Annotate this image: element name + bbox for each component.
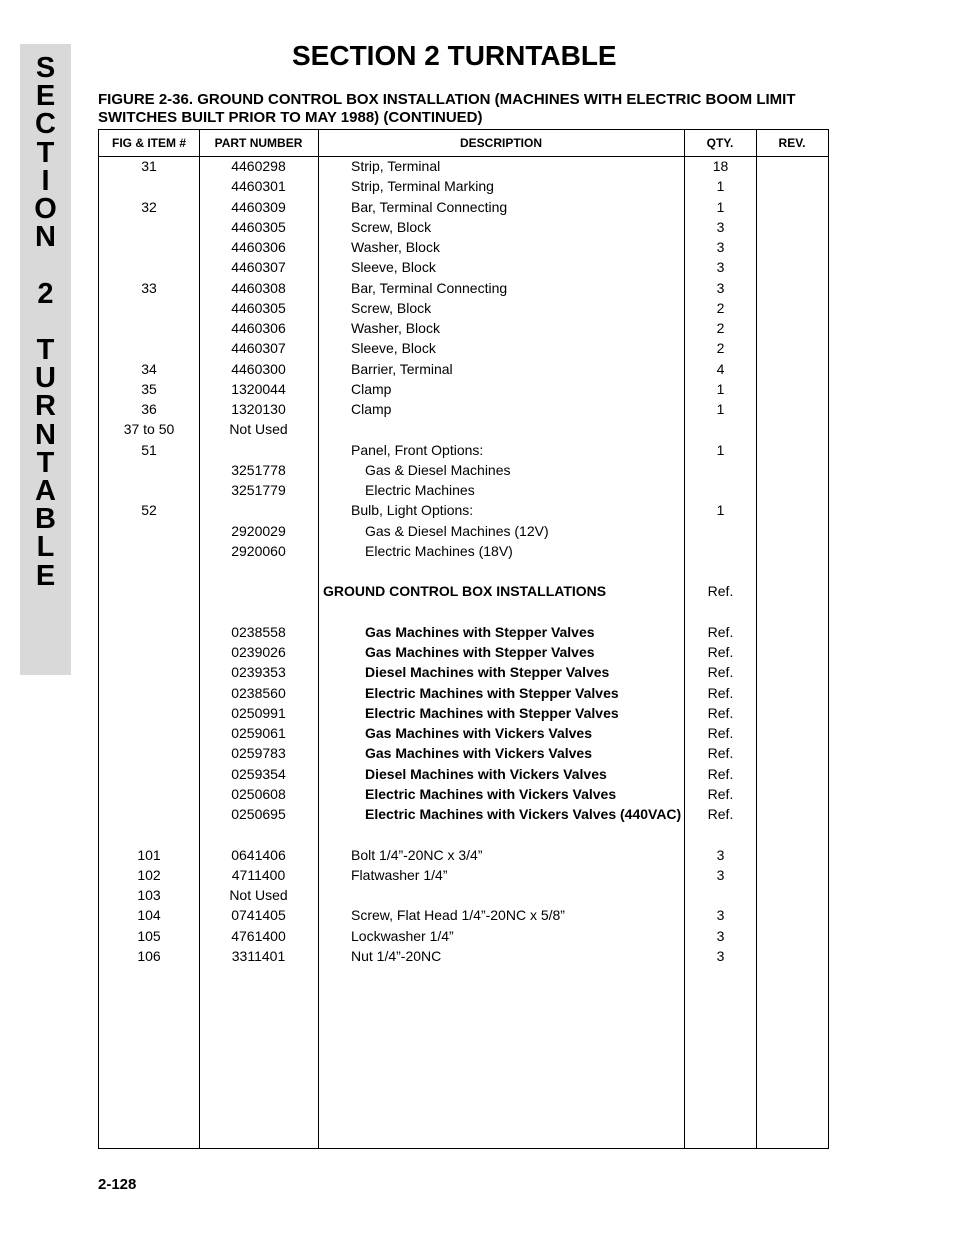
cell-qty: Ref. (707, 725, 734, 741)
cell-description: Bulb, Light Options: (351, 502, 474, 519)
table-row (99, 521, 830, 541)
table-row (99, 602, 830, 622)
cell-qty: 1 (716, 380, 725, 397)
cell-part-number: 3311401 (231, 947, 286, 964)
cell-description: Electric Machines with Stepper Valves (365, 704, 619, 721)
cell-part-number: 4711400 (231, 866, 286, 883)
cell-qty: 1 (716, 178, 725, 195)
cell-description: Gas Machines with Vickers Valves (365, 725, 592, 741)
side-tab-letter: E (35, 559, 56, 592)
side-tab-letter: N (35, 221, 56, 254)
table-row (99, 197, 830, 217)
cell-part-number: 4460305 (231, 218, 286, 235)
table-row (99, 460, 830, 480)
cell-part-number: 3251779 (231, 482, 286, 498)
side-tab-letter: C (35, 108, 56, 141)
page-title: SECTION 2 TURNTABLE (292, 40, 617, 71)
table-row (99, 480, 830, 500)
cell-part-number: 4460307 (231, 259, 286, 276)
cell-description: Screw, Block (351, 299, 432, 316)
cell-description: Flatwasher 1/4” (351, 866, 448, 883)
cell-description: Bar, Terminal Connecting (351, 198, 508, 215)
table-row (99, 379, 830, 399)
cell-part-number: 0259061 (231, 725, 286, 741)
cell-qty: 3 (716, 846, 725, 863)
cell-description: Electric Machines (18V) (365, 542, 513, 559)
cell-part-number: 3251778 (231, 461, 286, 478)
cell-description: Electric Machines with Vickers Valves (365, 785, 617, 802)
cell-description: Gas & Diesel Machines (12V) (365, 522, 549, 539)
cell-part-number: 0250695 (231, 806, 286, 822)
cell-qty: 3 (716, 866, 725, 883)
cell-qty: 2 (716, 320, 725, 336)
cell-part-number: 4460301 (231, 178, 286, 195)
cell-description: Strip, Terminal Marking (351, 178, 494, 195)
cell-qty: 3 (716, 259, 725, 276)
cell-qty: Ref. (707, 644, 734, 660)
cell-qty: 1 (716, 502, 725, 519)
table-row (99, 926, 830, 946)
side-tab-letter: O (34, 193, 57, 225)
cell-part-number: 4460309 (231, 198, 286, 215)
cell-part-number: 1320044 (231, 380, 286, 397)
cell-part-number: 2920060 (231, 542, 286, 559)
table-row (99, 318, 830, 338)
cell-part-number: Not Used (229, 887, 288, 903)
side-tab-letter: U (35, 362, 56, 395)
cell-fig-item: 106 (137, 947, 161, 964)
table-row (99, 298, 830, 318)
cell-qty: 18 (712, 158, 729, 174)
cell-qty: 4 (716, 360, 725, 377)
table-row (99, 338, 830, 358)
cell-description: Lockwasher 1/4” (351, 927, 454, 944)
column-header-fig-item: FIG & ITEM # (111, 136, 186, 150)
cell-description: Diesel Machines with Vickers Valves (365, 765, 607, 782)
cell-qty: 3 (716, 927, 725, 944)
cell-description: Screw, Block (351, 218, 432, 235)
cell-description: Bolt 1/4”-20NC x 3/4” (351, 846, 483, 863)
cell-fig-item: 103 (137, 887, 161, 903)
cell-description: Diesel Machines with Stepper Valves (365, 664, 610, 681)
cell-part-number: 0641406 (231, 846, 286, 863)
cell-part-number: Not Used (229, 421, 288, 438)
cell-part-number: 0238560 (231, 684, 286, 701)
table-row (99, 905, 830, 925)
cell-description: Clamp (351, 380, 392, 397)
table-row (99, 865, 830, 885)
table-row (99, 359, 830, 379)
cell-fig-item: 32 (141, 198, 157, 215)
cell-qty: 2 (716, 340, 725, 357)
cell-qty: 2 (716, 299, 725, 316)
side-tab-letter: T (36, 136, 55, 169)
table-row (99, 561, 830, 581)
cell-fig-item: 31 (141, 158, 157, 174)
table-row (99, 946, 830, 966)
cell-qty: Ref. (707, 745, 734, 762)
cell-description: Strip, Terminal (351, 158, 441, 174)
cell-description: Electric Machines with Vickers Valves (440VAC) (365, 806, 682, 822)
side-tab-letter: I (41, 164, 50, 197)
cell-qty: Ref. (707, 684, 734, 701)
parts-table (98, 129, 829, 1149)
cell-qty: 3 (716, 239, 725, 255)
cell-description: Nut 1/4”-20NC (351, 947, 442, 964)
side-tab-letter: R (35, 390, 56, 423)
cell-part-number: 4460298 (231, 158, 286, 174)
cell-description: Electric Machines (365, 482, 475, 498)
cell-part-number: 0250608 (231, 785, 286, 802)
table-row (99, 156, 830, 176)
table-row (99, 683, 830, 703)
table-row (99, 642, 830, 662)
cell-description: Washer, Block (351, 239, 440, 255)
cell-part-number: 0239353 (231, 664, 286, 681)
table-row (99, 784, 830, 804)
table-row (99, 764, 830, 784)
table-row (99, 257, 830, 277)
cell-fig-item: 37 to 50 (123, 421, 175, 438)
side-tab-letter: S (35, 52, 56, 84)
table-row (99, 845, 830, 865)
table-row (99, 278, 830, 298)
column-header-qty: QTY. (706, 136, 734, 150)
side-tab-letter: L (36, 531, 55, 564)
table-row (99, 237, 830, 257)
cell-fig-item: 34 (141, 360, 157, 377)
cell-description: Gas Machines with Stepper Valves (365, 644, 595, 660)
table-row (99, 176, 830, 196)
cell-fig-item: 33 (141, 279, 157, 296)
cell-qty: Ref. (707, 623, 734, 640)
table-row (99, 622, 830, 642)
cell-description: Panel, Front Options: (351, 441, 484, 458)
cell-qty: 3 (716, 947, 725, 964)
table-row (99, 804, 830, 824)
side-tab-letter: B (35, 503, 56, 536)
section-side-tab (20, 44, 71, 675)
column-header-rev: REV. (778, 136, 806, 150)
cell-qty: 1 (716, 441, 725, 458)
cell-part-number: 0741405 (231, 907, 286, 924)
table-row (99, 824, 830, 844)
table-row (99, 419, 830, 439)
cell-description: Gas Machines with Stepper Valves (365, 623, 595, 640)
table-row (99, 662, 830, 682)
table-row (99, 500, 830, 520)
table-row (99, 743, 830, 763)
cell-qty: Ref. (707, 664, 734, 681)
side-tab-letter: A (35, 475, 56, 507)
cell-part-number: 0239026 (231, 644, 286, 660)
table-row (99, 581, 830, 601)
page-number: 2-128 (98, 1176, 137, 1193)
table-row (99, 440, 830, 460)
column-header-description: DESCRIPTION (459, 136, 542, 150)
cell-fig-item: 35 (141, 380, 157, 397)
cell-description: Electric Machines with Stepper Valves (365, 684, 619, 701)
cell-description: Clamp (351, 401, 392, 417)
cell-fig-item: 102 (137, 866, 161, 883)
cell-part-number: 0238558 (231, 623, 286, 640)
table-row (99, 703, 830, 723)
cell-part-number: 4460305 (231, 299, 286, 316)
cell-part-number: 4761400 (231, 927, 286, 944)
cell-description: Sleeve, Block (351, 259, 436, 276)
cell-fig-item: 51 (141, 441, 157, 458)
cell-qty: 3 (716, 279, 725, 296)
cell-description: Sleeve, Block (351, 340, 436, 357)
cell-qty: 1 (716, 198, 725, 215)
table-row (99, 541, 830, 561)
cell-part-number: 0250991 (231, 704, 286, 721)
table-row (99, 217, 830, 237)
cell-part-number: 2920029 (231, 522, 286, 539)
cell-qty: 3 (716, 907, 725, 924)
cell-part-number: 1320130 (231, 401, 286, 417)
cell-description: Washer, Block (351, 320, 440, 336)
cell-fig-item: 101 (137, 846, 161, 863)
cell-qty: Ref. (707, 765, 734, 782)
side-tab-letter: T (36, 446, 55, 479)
cell-description: Bar, Terminal Connecting (351, 279, 508, 296)
side-tab-letter: 2 (37, 277, 54, 310)
table-row (99, 723, 830, 743)
side-tab-letter: N (35, 418, 56, 451)
column-header-part-number: PART NUMBER (214, 136, 303, 150)
cell-fig-item: 36 (141, 401, 157, 417)
figure-caption: FIGURE 2-36. GROUND CONTROL BOX INSTALLATION (MACHINES WITH ELECTRIC BOOM LIMIT SWITCHES BUILT PRIOR TO MAY 1988) (CONTINUED) (98, 91, 796, 126)
cell-fig-item: 105 (137, 927, 161, 944)
cell-qty: Ref. (707, 785, 734, 802)
cell-fig-item: 52 (141, 502, 157, 519)
cell-description: GROUND CONTROL BOX INSTALLATIONS (323, 583, 607, 600)
table-row (99, 885, 830, 905)
side-tab-letter: T (36, 334, 55, 366)
cell-part-number: 0259354 (231, 765, 286, 782)
cell-qty: 1 (716, 401, 725, 417)
cell-description: Gas Machines with Vickers Valves (365, 745, 592, 762)
cell-description: Barrier, Terminal (351, 360, 453, 377)
cell-qty: Ref. (707, 583, 734, 600)
cell-qty: Ref. (707, 704, 734, 721)
cell-description: Screw, Flat Head 1/4”-20NC x 5/8” (351, 907, 565, 924)
side-tab-letter: E (35, 80, 56, 113)
cell-part-number: 0259783 (231, 745, 286, 762)
cell-part-number: 4460306 (231, 320, 286, 336)
cell-qty: 3 (716, 218, 725, 235)
cell-part-number: 4460306 (231, 239, 286, 255)
cell-fig-item: 104 (137, 907, 161, 924)
cell-part-number: 4460300 (231, 360, 286, 377)
cell-description: Gas & Diesel Machines (365, 461, 511, 478)
cell-part-number: 4460308 (231, 279, 286, 296)
table-row (99, 399, 830, 419)
cell-qty: Ref. (707, 806, 734, 822)
cell-part-number: 4460307 (231, 340, 286, 357)
